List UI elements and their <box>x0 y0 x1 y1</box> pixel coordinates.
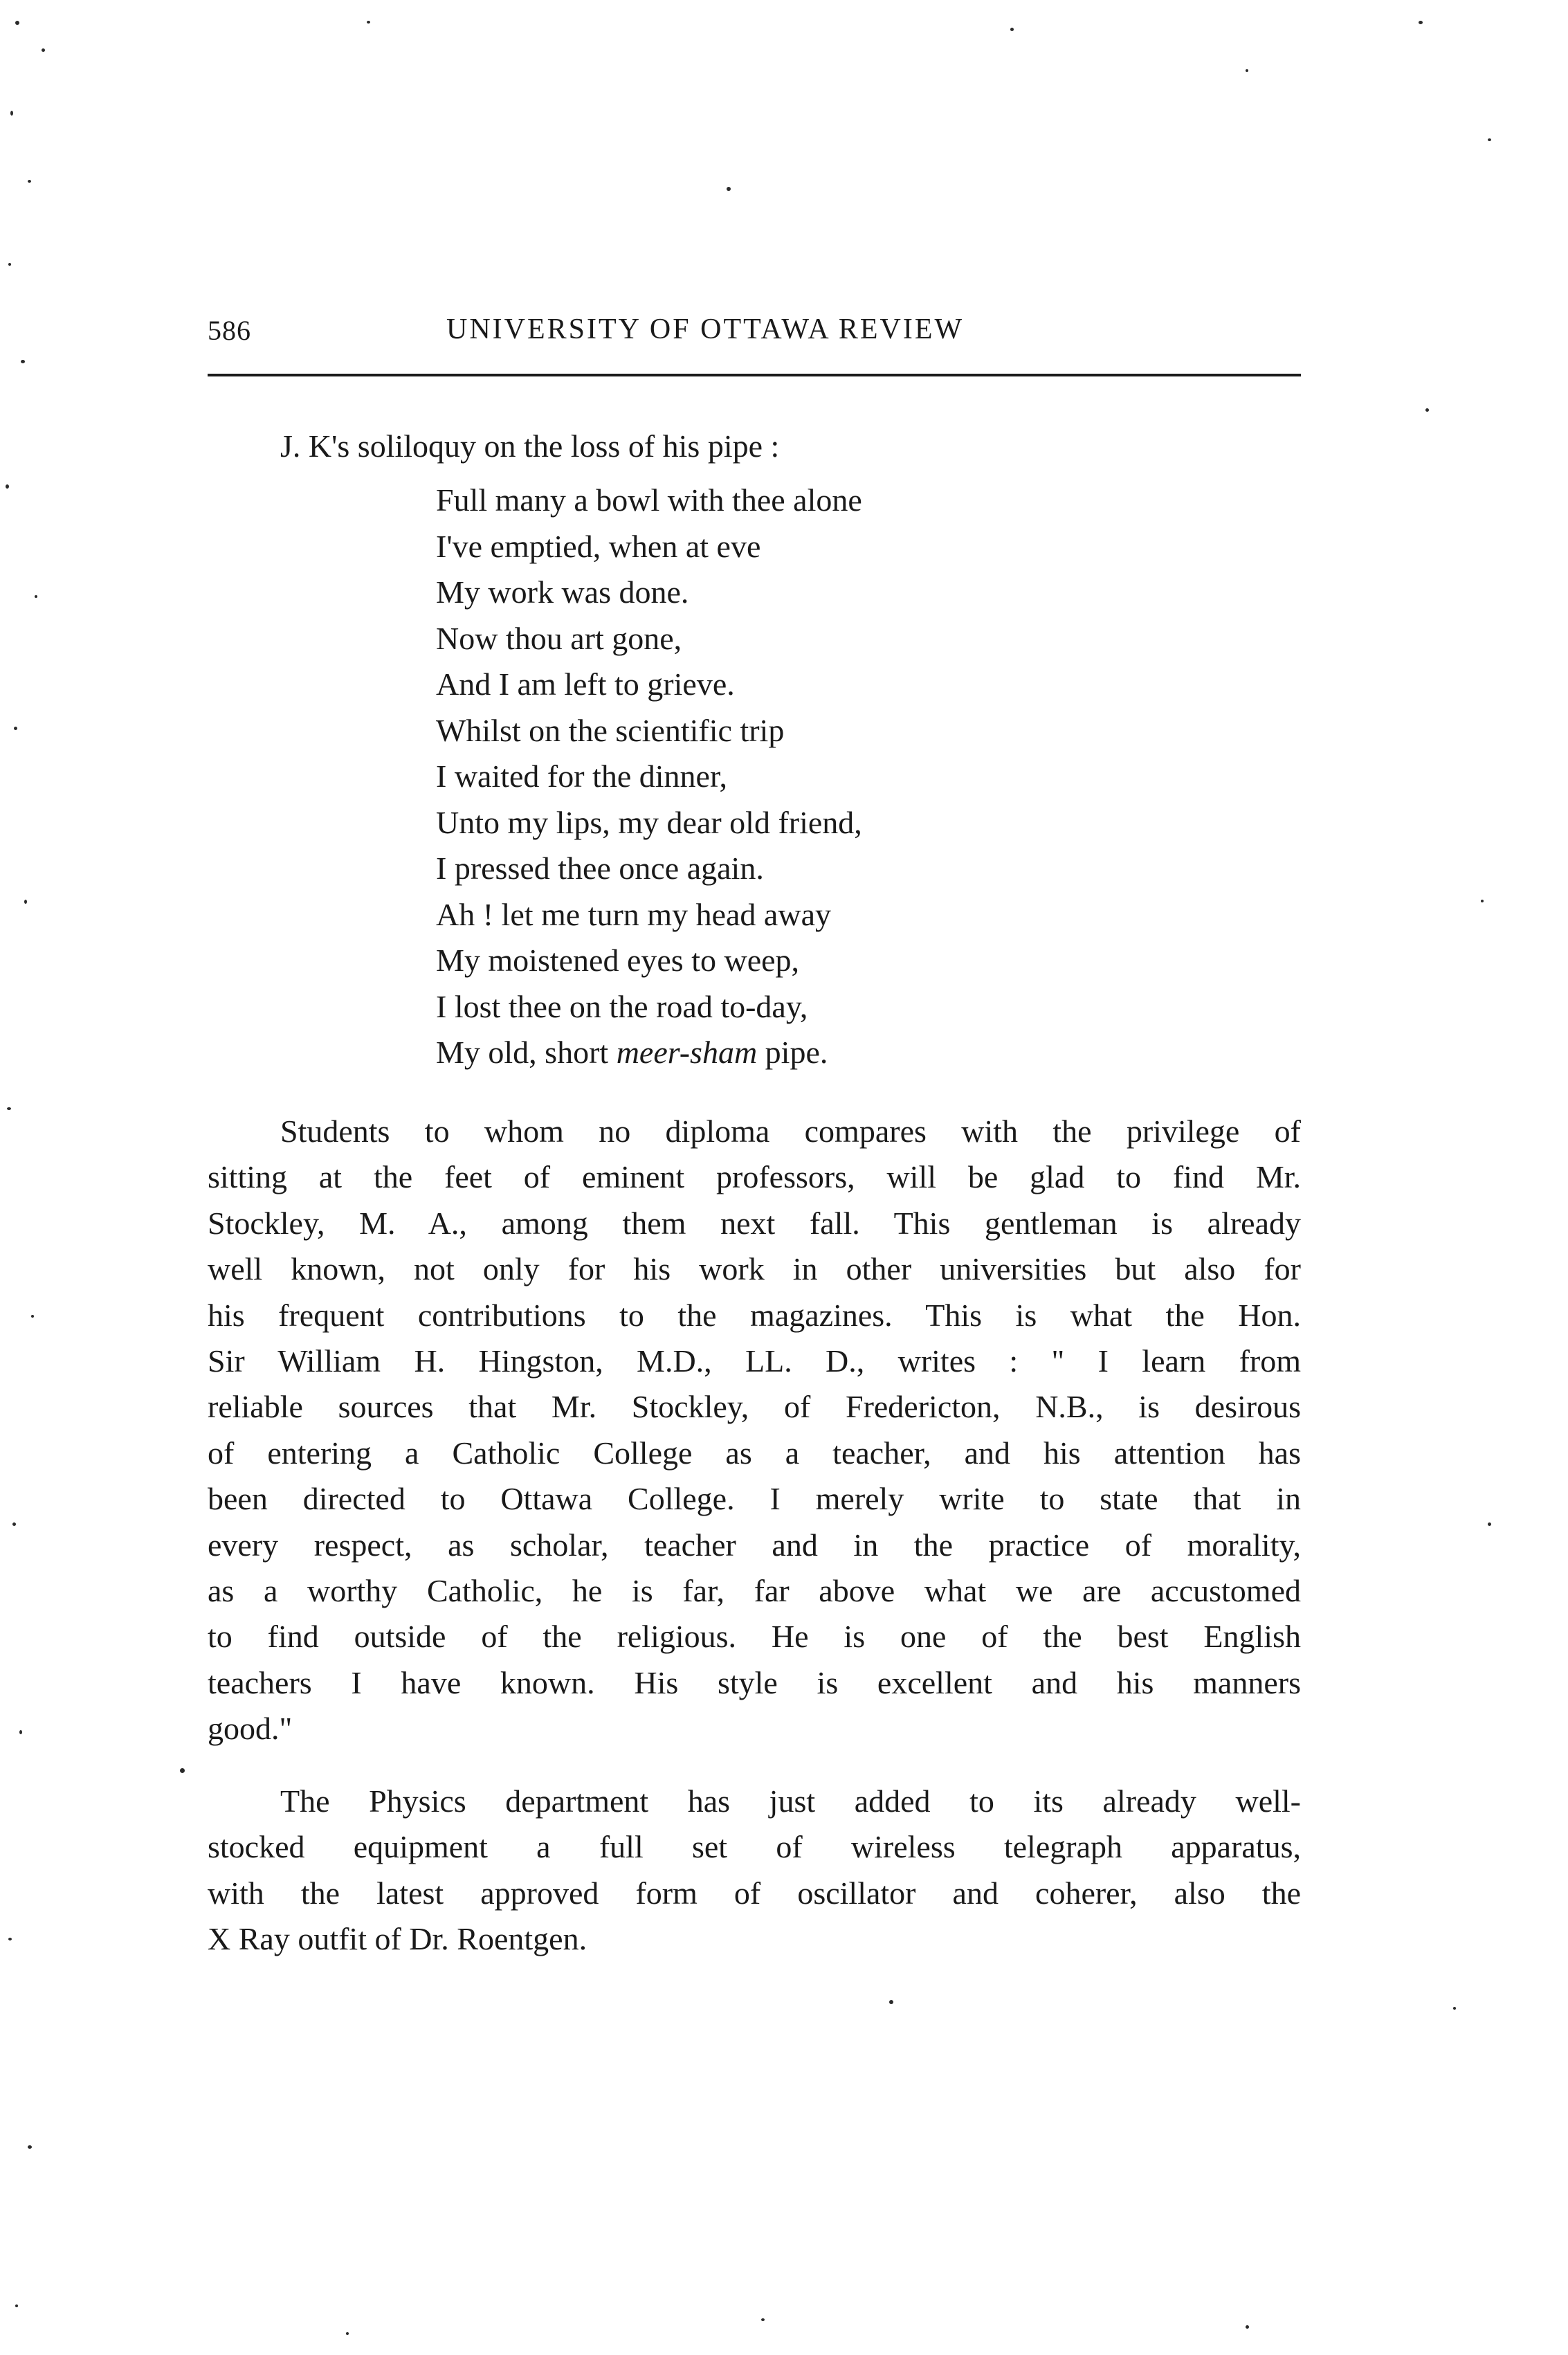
poem-last-line-start: My old, short <box>436 1035 609 1070</box>
paragraph-line: his frequent contributions to the magazines. This is what the Hon. <box>208 1297 1301 1333</box>
poem <box>436 478 862 1076</box>
running-title: UNIVERSITY OF OTTAWA REVIEW <box>446 313 965 345</box>
paragraph-line: Sir William H. Hingston, M.D., LL. D., writes : " I learn from <box>208 1343 1301 1379</box>
physics-paragraph <box>208 1779 1301 1963</box>
poem-last-line <box>436 1030 862 1076</box>
paragraph-line: well known, not only for his work in other universities but also for <box>208 1251 1301 1287</box>
paragraph-line: with the latest approved form of oscillator and coherer, also the <box>208 1875 1301 1911</box>
poem-line: My work was done. <box>436 574 689 610</box>
poem-line: Ah ! let me turn my head away <box>436 896 831 932</box>
poem-last-line-end: pipe. <box>765 1035 828 1070</box>
poem-line: Now thou art gone, <box>436 620 682 656</box>
poem-line: Unto my lips, my dear old friend, <box>436 804 862 840</box>
poem-line: I pressed thee once again. <box>436 851 764 886</box>
page-number: 586 <box>208 315 251 346</box>
paragraph-line: The Physics department has just added to its already well- <box>280 1783 1301 1819</box>
poem-line: My moistened eyes to weep, <box>436 943 800 978</box>
poem-intro: J. K's soliloquy on the loss of his pipe : <box>280 428 780 464</box>
paragraph-line: to find outside of the religious. He is one of the best English <box>208 1619 1301 1655</box>
paragraph-line: sitting at the feet of eminent professors, will be glad to find Mr. <box>208 1159 1301 1195</box>
paragraph-line: X Ray outfit of Dr. Roentgen. <box>208 1921 587 1957</box>
paragraph-line: good." <box>208 1711 293 1747</box>
poem-line: Full many a bowl with thee alone <box>436 482 862 518</box>
paragraph-line: reliable sources that Mr. Stockley, of Fredericton, N.B., is desirous <box>208 1389 1301 1425</box>
poem-line: Whilst on the scientific trip <box>436 712 785 748</box>
header-rule <box>208 374 1301 376</box>
paragraph-line: of entering a Catholic College as a teacher, and his attention has <box>208 1435 1301 1471</box>
poem-line: I lost thee on the road to-day, <box>436 988 808 1024</box>
stockley-paragraph <box>208 1109 1301 1752</box>
paragraph-line: stocked equipment a full set of wireless telegraph apparatus, <box>208 1829 1301 1865</box>
poem-italic-word: meer-sham <box>616 1035 758 1070</box>
paragraph-line: Students to whom no diploma compares with the privilege of <box>280 1113 1301 1149</box>
page-header <box>208 307 1301 356</box>
paragraph-line: every respect, as scholar, teacher and in the practice of morality, <box>208 1527 1301 1563</box>
paragraph-line: been directed to Ottawa College. I merely write to state that in <box>208 1481 1301 1517</box>
paragraph-line: Stockley, M. A., among them next fall. This gentleman is already <box>208 1205 1301 1241</box>
poem-line: I've emptied, when at eve <box>436 528 761 564</box>
paragraph-line: as a worthy Catholic, he is far, far above what we are accustomed <box>208 1573 1301 1609</box>
poem-line: And I am left to grieve. <box>436 666 735 702</box>
paragraph-line: teachers I have known. His style is excellent and his manners <box>208 1664 1301 1700</box>
poem-line: I waited for the dinner, <box>436 758 727 794</box>
